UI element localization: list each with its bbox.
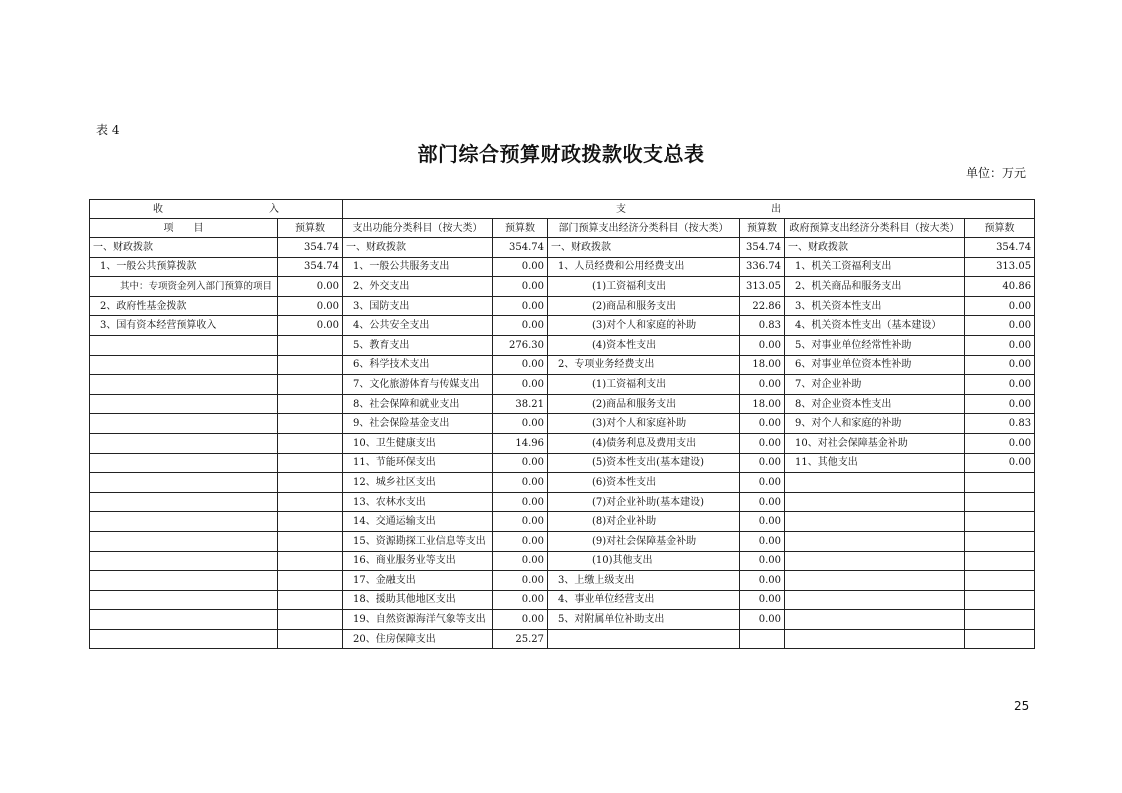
table-row bbox=[90, 316, 1035, 336]
dept-item: 5、对附属单位补助支出 bbox=[548, 610, 740, 630]
dept-item: (8)对企业补助 bbox=[548, 512, 740, 532]
income-item bbox=[90, 512, 278, 532]
func-budget: 0.00 bbox=[493, 257, 548, 277]
gov-item: 3、机关资本性支出 bbox=[785, 296, 965, 316]
dept-item: (6)资本性支出 bbox=[548, 473, 740, 493]
income-budget bbox=[278, 453, 343, 473]
income-budget bbox=[278, 414, 343, 434]
col-header-func-class: 支出功能分类科目（按大类） bbox=[343, 219, 493, 238]
func-budget: 0.00 bbox=[493, 296, 548, 316]
func-item: 3、国防支出 bbox=[343, 296, 493, 316]
gov-item: 1、机关工资福利支出 bbox=[785, 257, 965, 277]
func-budget: 0.00 bbox=[493, 453, 548, 473]
func-item: 20、住房保障支出 bbox=[343, 629, 493, 649]
income-budget bbox=[278, 473, 343, 493]
dept-item: (10)其他支出 bbox=[548, 551, 740, 571]
func-item: 2、外交支出 bbox=[343, 277, 493, 297]
dept-budget: 354.74 bbox=[740, 238, 785, 258]
dept-item: 3、上缴上级支出 bbox=[548, 571, 740, 591]
table-row bbox=[90, 531, 1035, 551]
income-budget bbox=[278, 335, 343, 355]
gov-item bbox=[785, 492, 965, 512]
func-budget: 354.74 bbox=[493, 238, 548, 258]
dept-item: (3)对个人和家庭的补助 bbox=[548, 316, 740, 336]
income-budget bbox=[278, 629, 343, 649]
table-row bbox=[90, 433, 1035, 453]
income-budget bbox=[278, 551, 343, 571]
dept-budget: 0.83 bbox=[740, 316, 785, 336]
table-number: 表 4 bbox=[96, 123, 120, 137]
table-row bbox=[90, 296, 1035, 316]
page-number: 25 bbox=[1014, 699, 1030, 713]
table-row bbox=[90, 551, 1035, 571]
expense-header bbox=[343, 200, 1035, 219]
gov-budget: 0.00 bbox=[965, 375, 1035, 395]
gov-item: 4、机关资本性支出（基本建设） bbox=[785, 316, 965, 336]
func-budget: 276.30 bbox=[493, 335, 548, 355]
dept-budget: 18.00 bbox=[740, 355, 785, 375]
func-budget: 0.00 bbox=[493, 610, 548, 630]
func-budget: 0.00 bbox=[493, 414, 548, 434]
gov-budget bbox=[965, 492, 1035, 512]
gov-item: 一、财政拨款 bbox=[785, 238, 965, 258]
dept-budget: 0.00 bbox=[740, 551, 785, 571]
dept-item: 一、财政拨款 bbox=[548, 238, 740, 258]
func-budget: 0.00 bbox=[493, 473, 548, 493]
income-item bbox=[90, 551, 278, 571]
dept-item: 4、事业单位经营支出 bbox=[548, 590, 740, 610]
table-row bbox=[90, 610, 1035, 630]
income-item bbox=[90, 473, 278, 493]
gov-budget bbox=[965, 571, 1035, 591]
gov-budget bbox=[965, 473, 1035, 493]
table-row bbox=[90, 335, 1035, 355]
gov-budget: 0.00 bbox=[965, 335, 1035, 355]
func-item: 8、社会保障和就业支出 bbox=[343, 394, 493, 414]
income-item: 一、财政拨款 bbox=[90, 238, 278, 258]
income-budget bbox=[278, 492, 343, 512]
income-label-right: 入 bbox=[269, 203, 279, 215]
dept-budget: 22.86 bbox=[740, 296, 785, 316]
func-item: 19、自然资源海洋气象等支出 bbox=[343, 610, 493, 630]
dept-item: (2)商品和服务支出 bbox=[548, 296, 740, 316]
table-row bbox=[90, 375, 1035, 395]
dept-budget: 0.00 bbox=[740, 512, 785, 532]
income-item bbox=[90, 571, 278, 591]
gov-budget bbox=[965, 551, 1035, 571]
table-row bbox=[90, 571, 1035, 591]
dept-item: (4)债务利息及费用支出 bbox=[548, 433, 740, 453]
func-item: 13、农林水支出 bbox=[343, 492, 493, 512]
income-item bbox=[90, 375, 278, 395]
gov-item bbox=[785, 629, 965, 649]
gov-budget bbox=[965, 512, 1035, 532]
func-budget: 0.00 bbox=[493, 375, 548, 395]
income-budget bbox=[278, 512, 343, 532]
income-budget bbox=[278, 394, 343, 414]
dept-budget: 0.00 bbox=[740, 571, 785, 591]
func-item: 6、科学技术支出 bbox=[343, 355, 493, 375]
dept-budget: 0.00 bbox=[740, 610, 785, 630]
income-item bbox=[90, 453, 278, 473]
dept-budget: 0.00 bbox=[740, 414, 785, 434]
func-budget: 25.27 bbox=[493, 629, 548, 649]
income-item bbox=[90, 394, 278, 414]
table-row bbox=[90, 257, 1035, 277]
income-item bbox=[90, 531, 278, 551]
income-budget bbox=[278, 571, 343, 591]
dept-item: (7)对企业补助(基本建设) bbox=[548, 492, 740, 512]
income-budget: 0.00 bbox=[278, 316, 343, 336]
income-budget: 0.00 bbox=[278, 277, 343, 297]
table-row bbox=[90, 355, 1035, 375]
table-row bbox=[90, 473, 1035, 493]
func-item: 12、城乡社区支出 bbox=[343, 473, 493, 493]
func-budget: 0.00 bbox=[493, 551, 548, 571]
gov-item: 5、对事业单位经常性补助 bbox=[785, 335, 965, 355]
income-item bbox=[90, 610, 278, 630]
gov-budget bbox=[965, 629, 1035, 649]
income-item: 1、一般公共预算拨款 bbox=[90, 257, 278, 277]
gov-budget: 313.05 bbox=[965, 257, 1035, 277]
table-row bbox=[90, 394, 1035, 414]
func-item: 16、商业服务业等支出 bbox=[343, 551, 493, 571]
dept-item: (3)对个人和家庭补助 bbox=[548, 414, 740, 434]
func-item: 5、教育支出 bbox=[343, 335, 493, 355]
income-item bbox=[90, 335, 278, 355]
gov-item: 11、其他支出 bbox=[785, 453, 965, 473]
func-item: 4、公共安全支出 bbox=[343, 316, 493, 336]
col-header-budget-4: 预算数 bbox=[965, 219, 1035, 238]
income-budget bbox=[278, 355, 343, 375]
func-item: 一、财政拨款 bbox=[343, 238, 493, 258]
page-title: 部门综合预算财政拨款收支总表 bbox=[417, 142, 705, 166]
func-item: 17、金融支出 bbox=[343, 571, 493, 591]
gov-budget bbox=[965, 590, 1035, 610]
dept-budget bbox=[740, 629, 785, 649]
expense-label-right: 出 bbox=[771, 203, 782, 215]
func-item: 15、资源勘探工业信息等支出 bbox=[343, 531, 493, 551]
func-budget: 0.00 bbox=[493, 277, 548, 297]
income-header bbox=[90, 200, 343, 219]
expense-label-left: 支 bbox=[616, 203, 626, 215]
dept-budget: 0.00 bbox=[740, 492, 785, 512]
gov-item: 2、机关商品和服务支出 bbox=[785, 277, 965, 297]
func-budget: 0.00 bbox=[493, 512, 548, 532]
func-budget: 0.00 bbox=[493, 492, 548, 512]
income-item: 其中：专项资金列入部门预算的项目 bbox=[90, 277, 278, 297]
gov-budget: 0.00 bbox=[965, 433, 1035, 453]
dept-budget: 0.00 bbox=[740, 335, 785, 355]
func-item: 18、援助其他地区支出 bbox=[343, 590, 493, 610]
func-budget: 0.00 bbox=[493, 531, 548, 551]
dept-item: (9)对社会保障基金补助 bbox=[548, 531, 740, 551]
func-budget: 14.96 bbox=[493, 433, 548, 453]
func-budget: 0.00 bbox=[493, 355, 548, 375]
income-budget bbox=[278, 610, 343, 630]
func-budget: 0.00 bbox=[493, 590, 548, 610]
dept-item: (1)工资福利支出 bbox=[548, 277, 740, 297]
unit-label: 单位：万元 bbox=[965, 166, 1026, 180]
header-row-1 bbox=[90, 200, 1035, 219]
gov-item: 7、对企业补助 bbox=[785, 375, 965, 395]
dept-budget: 0.00 bbox=[740, 473, 785, 493]
func-budget: 0.00 bbox=[493, 571, 548, 591]
col-header-budget-3: 预算数 bbox=[740, 219, 785, 238]
gov-item bbox=[785, 473, 965, 493]
income-label-left: 收 bbox=[153, 203, 163, 215]
gov-item bbox=[785, 590, 965, 610]
dept-item: (5)资本性支出(基本建设) bbox=[548, 453, 740, 473]
gov-item bbox=[785, 531, 965, 551]
income-budget bbox=[278, 433, 343, 453]
income-item: 3、国有资本经营预算收入 bbox=[90, 316, 278, 336]
dept-item: (4)资本性支出 bbox=[548, 335, 740, 355]
income-budget: 354.74 bbox=[278, 257, 343, 277]
budget-table bbox=[89, 199, 1035, 649]
income-budget: 354.74 bbox=[278, 238, 343, 258]
gov-budget bbox=[965, 531, 1035, 551]
table-row bbox=[90, 590, 1035, 610]
gov-budget bbox=[965, 610, 1035, 630]
gov-item: 6、对事业单位资本性补助 bbox=[785, 355, 965, 375]
header-row-2 bbox=[90, 219, 1035, 238]
gov-budget: 0.00 bbox=[965, 296, 1035, 316]
dept-budget: 18.00 bbox=[740, 394, 785, 414]
table-row bbox=[90, 453, 1035, 473]
gov-item: 8、对企业资本性支出 bbox=[785, 394, 965, 414]
col-header-item: 项 目 bbox=[90, 219, 278, 238]
gov-item bbox=[785, 512, 965, 532]
income-item bbox=[90, 629, 278, 649]
table-row bbox=[90, 512, 1035, 532]
gov-item: 9、对个人和家庭的补助 bbox=[785, 414, 965, 434]
gov-budget: 0.00 bbox=[965, 394, 1035, 414]
income-item bbox=[90, 590, 278, 610]
dept-budget: 313.05 bbox=[740, 277, 785, 297]
income-item bbox=[90, 414, 278, 434]
dept-item: (2)商品和服务支出 bbox=[548, 394, 740, 414]
gov-item bbox=[785, 551, 965, 571]
income-item: 2、政府性基金拨款 bbox=[90, 296, 278, 316]
col-header-budget-1: 预算数 bbox=[278, 219, 343, 238]
gov-budget: 0.00 bbox=[965, 453, 1035, 473]
func-item: 9、社会保险基金支出 bbox=[343, 414, 493, 434]
col-header-budget-2: 预算数 bbox=[493, 219, 548, 238]
income-budget: 0.00 bbox=[278, 296, 343, 316]
table-row bbox=[90, 414, 1035, 434]
table-row bbox=[90, 629, 1035, 649]
income-budget bbox=[278, 375, 343, 395]
dept-item: (1)工资福利支出 bbox=[548, 375, 740, 395]
col-header-gov-econ: 政府预算支出经济分类科目（按大类） bbox=[785, 219, 965, 238]
income-item bbox=[90, 433, 278, 453]
func-budget: 38.21 bbox=[493, 394, 548, 414]
dept-budget: 0.00 bbox=[740, 590, 785, 610]
dept-budget: 336.74 bbox=[740, 257, 785, 277]
gov-budget: 0.00 bbox=[965, 355, 1035, 375]
gov-item: 10、对社会保障基金补助 bbox=[785, 433, 965, 453]
dept-budget: 0.00 bbox=[740, 531, 785, 551]
func-item: 14、交通运输支出 bbox=[343, 512, 493, 532]
gov-budget: 0.00 bbox=[965, 316, 1035, 336]
gov-item bbox=[785, 571, 965, 591]
dept-item: 2、专项业务经费支出 bbox=[548, 355, 740, 375]
dept-item: 1、人员经费和公用经费支出 bbox=[548, 257, 740, 277]
func-item: 11、节能环保支出 bbox=[343, 453, 493, 473]
func-item: 10、卫生健康支出 bbox=[343, 433, 493, 453]
dept-budget: 0.00 bbox=[740, 375, 785, 395]
dept-budget: 0.00 bbox=[740, 433, 785, 453]
col-header-dept-econ: 部门预算支出经济分类科目（按大类） bbox=[548, 219, 740, 238]
func-budget: 0.00 bbox=[493, 316, 548, 336]
dept-item bbox=[548, 629, 740, 649]
income-item bbox=[90, 492, 278, 512]
income-budget bbox=[278, 531, 343, 551]
func-item: 7、文化旅游体育与传媒支出 bbox=[343, 375, 493, 395]
gov-budget: 40.86 bbox=[965, 277, 1035, 297]
table-row bbox=[90, 277, 1035, 297]
table-row bbox=[90, 238, 1035, 258]
gov-item bbox=[785, 610, 965, 630]
income-budget bbox=[278, 590, 343, 610]
dept-budget: 0.00 bbox=[740, 453, 785, 473]
income-item bbox=[90, 355, 278, 375]
table-row bbox=[90, 492, 1035, 512]
gov-budget: 0.83 bbox=[965, 414, 1035, 434]
gov-budget: 354.74 bbox=[965, 238, 1035, 258]
func-item: 1、一般公共服务支出 bbox=[343, 257, 493, 277]
